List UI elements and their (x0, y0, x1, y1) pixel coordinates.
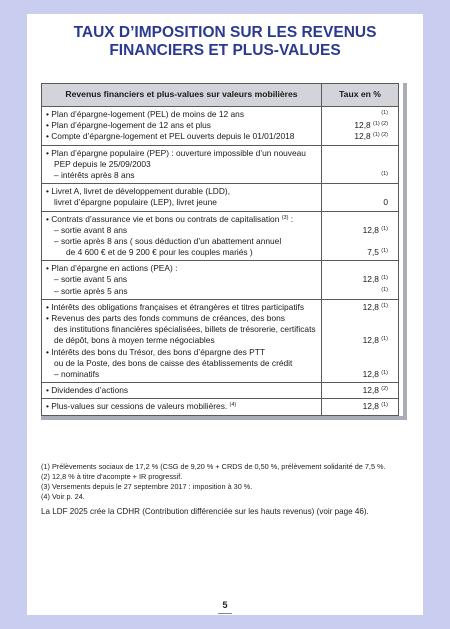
rate-value: 12,8 (362, 274, 379, 285)
line-text: livret d’épargne populaire (LEP), livret jeune (54, 197, 217, 208)
rate-line (326, 347, 388, 358)
column-header-income: Revenus financiers et plus-values sur valeurs mobilières (42, 84, 322, 107)
row-line-text (46, 225, 317, 236)
column-header-rate: Taux en % (322, 84, 399, 107)
rate-value: 12,8 (354, 131, 371, 142)
table-row (42, 107, 399, 146)
table-row (42, 399, 399, 415)
document-page (27, 14, 423, 615)
rate-line (326, 385, 388, 396)
line-text: • Contrats d’assurance vie et bons ou contrats de capitalisation (46, 213, 280, 224)
row-line-text (46, 335, 317, 346)
row-line-text (46, 401, 317, 412)
footnote-ref: (4) (229, 402, 237, 409)
rate-value: 0 (383, 197, 388, 208)
line-text: de dépôt, bons à moyen terme négociables (54, 335, 215, 346)
rate-cell (322, 184, 399, 211)
rate-line (326, 286, 388, 297)
rate-line (326, 302, 388, 313)
row-line-text (46, 120, 317, 131)
rate-value: 12,8 (362, 401, 379, 412)
row-line-text (46, 214, 317, 225)
table-header-row (42, 84, 399, 107)
row-line-text (46, 148, 317, 159)
rate-line (326, 247, 388, 258)
line-text: – sortie après 5 ans (54, 285, 128, 296)
row-line-text (46, 263, 317, 274)
footnote: (4) Voir p. 24. (41, 492, 85, 501)
row-line-text (46, 347, 317, 358)
row-line-text (46, 131, 317, 142)
rate-footnote-ref: (1) (381, 248, 388, 255)
tax-rate-table (41, 83, 399, 416)
rate-line (326, 109, 388, 120)
row-line-text (46, 236, 317, 247)
line-text: • Plan d’épargne en actions (PEA) : (46, 263, 178, 274)
row-line-text (46, 159, 317, 170)
row-line-text (46, 170, 317, 181)
line-text: • Plan d’épargne populaire (PEP) : ouverture impossible d’un nouveau (46, 147, 306, 158)
rate-value: 12,8 (362, 301, 379, 312)
row-line-text (46, 109, 317, 120)
rate-line (326, 401, 388, 412)
rate-line (326, 324, 388, 335)
rate-cell (322, 145, 399, 184)
rate-footnote-ref: (1) (2) (373, 132, 388, 139)
rate-value: 12,8 (362, 335, 379, 346)
line-text: • Plus-values sur cessions de valeurs mobilières. (46, 401, 228, 412)
rate-line (326, 358, 388, 369)
title-line-2: FINANCIERS ET PLUS-VALUES (109, 42, 341, 59)
rate-line (326, 131, 388, 142)
rate-value: 12,8 (354, 120, 371, 131)
row-line-text (46, 369, 317, 380)
rate-line (326, 236, 388, 247)
rate-line (326, 369, 388, 380)
income-type-cell (42, 261, 322, 300)
rate-cell (322, 383, 399, 399)
rate-line (326, 186, 388, 197)
rate-footnote-ref: (1) (381, 302, 388, 309)
rate-line (326, 313, 388, 324)
title-line-1: TAUX D’IMPOSITION SUR LES REVENUS (73, 24, 377, 41)
line-text: – sortie avant 8 ans (54, 224, 128, 235)
line-text: • Dividendes d’actions (46, 385, 129, 396)
row-line-text (46, 197, 317, 208)
line-text: • Plan d’épargne-logement (PEL) de moins de 12 ans (46, 109, 245, 119)
row-line-text (46, 186, 317, 197)
table-row (42, 184, 399, 211)
table-row (42, 383, 399, 399)
row-line-text (46, 313, 317, 324)
income-type-cell (42, 383, 322, 399)
rate-line (326, 225, 388, 236)
line-text: – sortie avant 5 ans (54, 274, 128, 285)
row-line-text (46, 274, 317, 285)
footnote-ref: (3) (281, 214, 289, 221)
rate-value: 12,8 (362, 224, 379, 235)
footnotes (41, 462, 411, 502)
line-text: – nominatifs (54, 368, 100, 379)
rate-footnote-ref: (1) (381, 110, 388, 116)
footnote: (2) 12,8 % à titre d’acompte + IR progressif. (41, 472, 183, 481)
footnote: (3) Versements depuis le 27 septembre 2017 : imposition à 30 %. (41, 482, 253, 491)
rate-line (326, 274, 388, 285)
rate-footnote-ref: (1) (381, 286, 388, 293)
page-number-underline (218, 613, 232, 614)
row-line-text (46, 286, 317, 297)
line-text: ou de la Poste, des bons de caisse des établissements de crédit (54, 357, 293, 368)
income-type-cell (42, 299, 322, 382)
line-tail: : (288, 213, 294, 224)
line-text: – sortie après 8 ans ( sous déduction d’un abattement annuel (54, 235, 282, 246)
rate-line (326, 159, 388, 170)
rate-footnote-ref: (1) (381, 275, 388, 282)
row-line-text (46, 302, 317, 313)
table-row (42, 261, 399, 300)
rate-cell (322, 211, 399, 261)
rate-footnote-ref: (1) (2) (373, 121, 388, 128)
rate-footnote-ref: (1) (381, 369, 388, 376)
income-type-cell (42, 399, 322, 415)
rate-footnote-ref: (1) (381, 225, 388, 232)
row-line-text (46, 247, 317, 258)
rate-line (326, 214, 388, 225)
rate-line (326, 335, 388, 346)
table-body (42, 107, 399, 416)
line-text: de 4 600 € et de 9 200 € pour les couples mariés ) (66, 247, 253, 258)
row-line-text (46, 324, 317, 335)
rate-value: 7,5 (367, 247, 379, 258)
line-text: • Livret A, livret de développement durable (LDD), (46, 186, 231, 197)
tax-rate-table-wrapper (41, 83, 407, 420)
table-row (42, 211, 399, 261)
row-line-text (46, 358, 317, 369)
page-title (27, 24, 423, 60)
rate-footnote-ref: (1) (381, 336, 388, 343)
line-text: PEP depuis le 25/09/2003 (54, 158, 151, 169)
income-type-cell (42, 184, 322, 211)
line-text: • Intérêts des bons du Trésor, des bons d’épargne des PTT (46, 346, 265, 357)
rate-footnote-ref: (2) (381, 386, 388, 393)
page-number: 5 (222, 600, 228, 610)
line-text: des institutions financières spécialisées, billets de trésorerie, certificats (54, 324, 316, 335)
income-type-cell (42, 211, 322, 261)
rate-line (326, 263, 388, 274)
rate-footnote-ref: (1) (381, 170, 388, 177)
rate-line (326, 170, 388, 181)
footnote: (1) Prélèvements sociaux de 17,2 % (CSG de 9,20 % + CRDS de 0,50 %, prélèvement solidarité de 7,5 %. (41, 462, 386, 471)
table-row (42, 145, 399, 184)
income-type-cell (42, 145, 322, 184)
rate-value: 12,8 (362, 385, 379, 396)
rate-line (326, 120, 388, 131)
line-text: • Plan d’épargne-logement de 12 ans et plus (46, 120, 211, 131)
rate-footnote-ref: (1) (381, 402, 388, 409)
table-row (42, 299, 399, 382)
line-text: • Revenus des parts des fonds communs de créances, des bons (46, 313, 285, 323)
rate-cell (322, 107, 399, 146)
rate-line (326, 197, 388, 208)
rate-cell (322, 299, 399, 382)
rate-line (326, 148, 388, 159)
line-text: • Compte d’épargne-logement et PEL ouverts depuis le 01/01/2018 (46, 131, 295, 142)
line-text: – intérêts après 8 ans (54, 169, 135, 180)
line-text: • Intérêts des obligations françaises et étrangères et titres participatifs (46, 301, 305, 312)
income-type-cell (42, 107, 322, 146)
rate-cell (322, 261, 399, 300)
ldf-note: La LDF 2025 crée la CDHR (Contribution différenciée sur les hauts revenus) (voir page 46). (41, 507, 369, 516)
rate-cell (322, 399, 399, 415)
rate-value: 12,8 (362, 368, 379, 379)
row-line-text (46, 385, 317, 396)
